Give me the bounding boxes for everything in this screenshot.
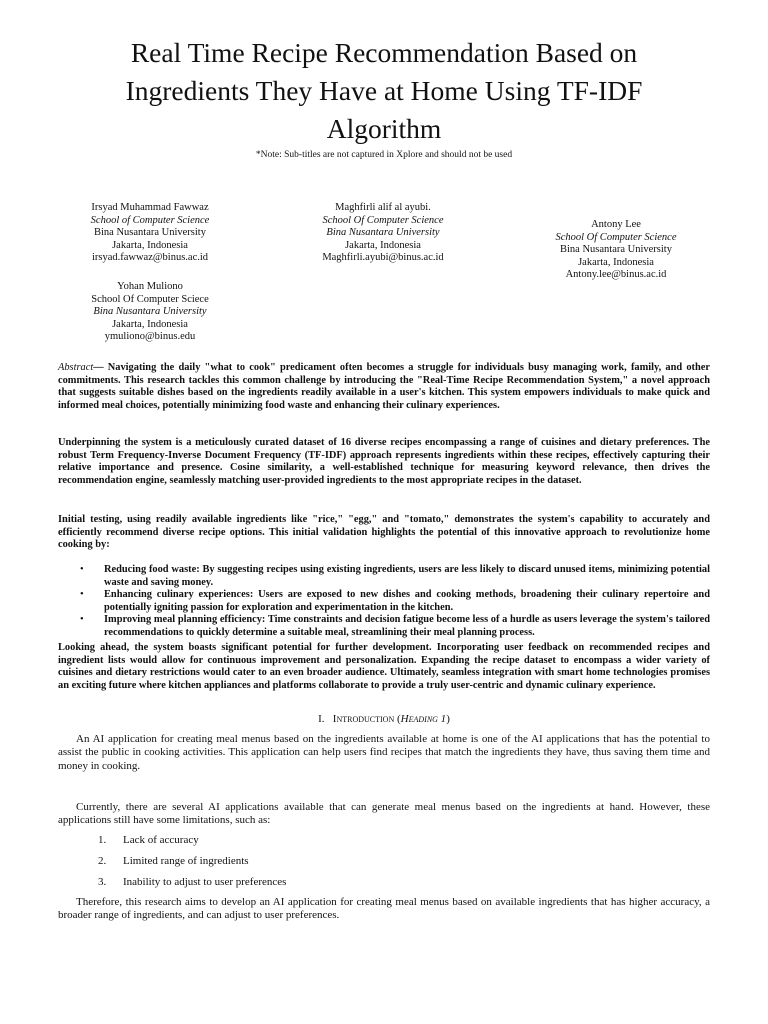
abstract-bullet-list [58, 564, 710, 640]
bullet-icon: • [80, 564, 84, 575]
title-line: Ingredients They Have at Home Using TF-IDF [125, 75, 643, 106]
author-department: School of Computer Science [90, 214, 210, 226]
bullet-item: • Enhancing culinary experiences: Users are exposed to new dishes and cooking methods, broadening their culinary repertoire and potentially igniting passion for exploration and experimentation in the kitchen. [80, 589, 710, 613]
abstract-paragraph: Underpinning the system is a meticulously curated dataset of 16 diverse recipes encompassing a range of cuisines and dietary preferences. The robust Term Frequency-Inverse Document Frequency (TF-IDF) approach represents ingredients within these recipes, effectively capturing their relative importance and presence. Cosine similarity, a well-established technique for measuring keyword relevance, then drives the recommendation engine, seamlessly matching user-provided ingredients to the most appropriate recipes in the dataset. [58, 437, 710, 486]
author-block [293, 202, 473, 265]
bullet-icon: • [80, 589, 84, 601]
author-department: School Of Computer Sciece [91, 293, 209, 305]
author-city: Jakarta, Indonesia [578, 256, 654, 268]
abstract [58, 362, 710, 412]
author-organization: Bina Nusantara University [94, 227, 206, 239]
abstract-paragraph: Looking ahead, the system boasts significant potential for further development. Incorporating user feedback on recommended recipes and ingredient lists would allow for continuous improvement and personalization. Expanding the recipe dataset to encompass a wider variety of cuisines and dietary restrictions would cater to an even broader audience. Ultimately, seamless integration with smart home technologies promises an exciting future where kitchen appliances and platforms collaborate to provide a truly user-centric and dynamic culinary experience. [58, 642, 710, 691]
author-city: Jakarta, Indonesia [112, 239, 188, 251]
author-email: Antony.lee@binus.ac.id [565, 269, 667, 281]
intro-paragraph: An AI application for creating meal menus based on the ingredients available at home is one of the AI applications that has the potential to assist the public in cooking activities. This application can help users find recipes that match the ingredients they have, thus saving them time and money in cooking. [58, 733, 710, 772]
author-name: Maghfirli alif al ayubi. [335, 202, 431, 213]
bullet-item: • Reducing food waste: By suggesting recipes using existing ingredients, users are less likely to discard unused items, minimizing potential waste and saving money. [80, 564, 710, 588]
author-organization: Bina Nusantara University [560, 244, 672, 256]
numbered-item: 1. Lack of accuracy [98, 834, 199, 846]
author-email: ymuliono@binus.edu [104, 331, 196, 343]
abstract-paragraph: Initial testing, using readily available ingredients like "rice," "egg," and "tomato," demonstrates the system's capability to accurately and efficiently recommend diverse recipe options. This initial validation highlights the potential of this innovative approach to revolutionize home cooking by: [58, 514, 710, 551]
title-line: Real Time Recipe Recommendation Based on [130, 37, 638, 68]
author-block [60, 202, 240, 265]
bullet-icon: • [80, 614, 84, 626]
author-block [60, 281, 240, 344]
author-city: Jakarta, Indonesia [112, 318, 188, 330]
numbered-item: 3. Inability to adjust to user preferences [98, 876, 287, 888]
abstract-label: Abstract [58, 362, 94, 373]
author-department: School Of Computer Science [322, 214, 444, 226]
author-email: irsyad.fawwaz@binus.ac.id [91, 252, 209, 264]
title-line: Algorithm [326, 113, 442, 144]
author-organization: Bina Nusantara University [93, 306, 207, 318]
author-email: Maghfirli.ayubi@binus.ac.id [322, 252, 444, 264]
abstract-paragraph: Abstract— Navigating the daily "what to cook" predicament often becomes a struggle for individuals busy managing work, family, and other commitments. This research tackles this common challenge by introducing the "Real-Time Recipe Recommendation System," a novel approach that suggests suitable dishes based on the ingredients readily available in a user's kitchen. This system empowers individuals to make quick and informed meal choices, potentially minimizing food waste and enhancing their culinary experiences. [58, 362, 710, 411]
author-department: School Of Computer Science [555, 231, 677, 243]
intro-paragraph: Therefore, this research aims to develop an AI application for creating meal menus based on available ingredients that has higher accuracy, a broader range of ingredients, and can adjust to user preferences. [58, 896, 710, 922]
author-organization: Bina Nusantara University [326, 227, 440, 239]
author-block [526, 219, 706, 282]
author-name: Irsyad Muhammad Fawwaz [91, 202, 209, 213]
intro-paragraph: Currently, there are several AI applications available that can generate meal menus based on the ingredients at hand. However, these applications still have some limitations, such as: [58, 801, 710, 827]
bullet-item: • Improving meal planning efficiency: Time constraints and decision fatigue become less of a hurdle as users leverage the system's tailored recommendations to quickly determine a suitable meal, streamlining their meal planning process. [80, 614, 710, 638]
author-name: Antony Lee [591, 219, 641, 230]
section-heading: I. Introduction (Heading 1) [318, 713, 450, 725]
author-city: Jakarta, Indonesia [345, 239, 421, 251]
author-name: Yohan Muliono [117, 281, 183, 292]
paper-title [60, 34, 708, 148]
subtitle-note: *Note: Sub-titles are not captured in Xplore and should not be used [255, 150, 513, 160]
numbered-item: 2. Limited range of ingredients [98, 855, 249, 867]
